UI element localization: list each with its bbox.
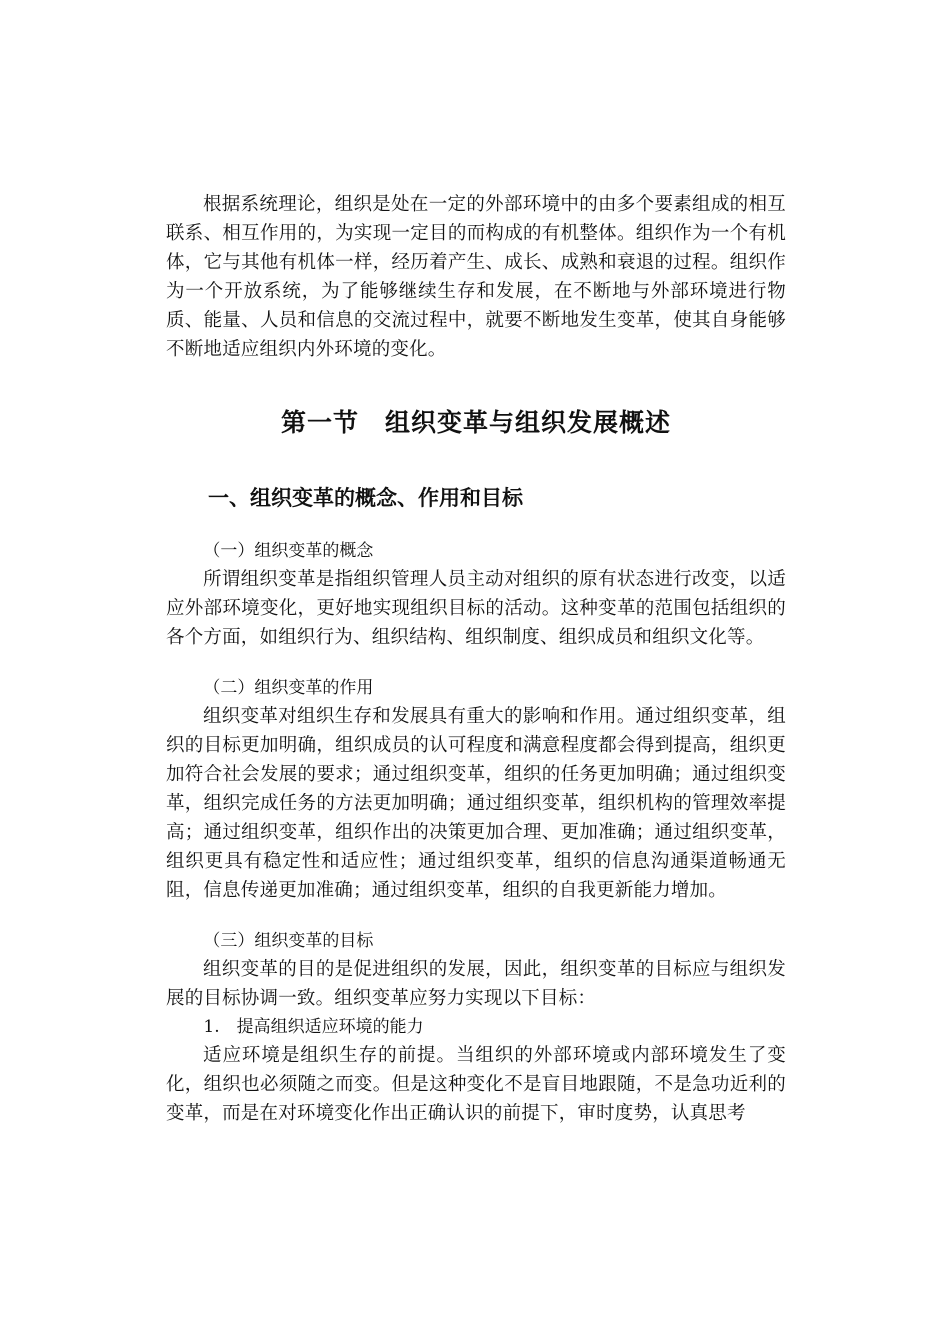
intro-paragraph: 根据系统理论，组织是处在一定的外部环境中的由多个要素组成的相互联系、相互作用的，为实现一定目的而构成的有机整体。组织作为一个有机体，它与其他有机体一样，经历着产生、成长、成熟和衰退的过程。组织作为一个开放系统，为了能够继续生存和发展，在不断地与外部环境进行物质、能量、人员和信息的交流过程中，就要不断地发生变革，使其自身能够不断地适应组织内外环境的变化。 <box>166 194 786 360</box>
document-page <box>166 190 786 1128</box>
point-goal <box>166 927 786 1128</box>
subsection-title: 一、组织变革的概念、作用和目标 <box>208 485 523 510</box>
point-body-goal: 组织变革的目的是促进组织的发展，因此，组织变革的目标应与组织发展的目标协调一致。组织变革应努力实现以下目标： <box>166 959 786 1009</box>
point-title-concept: （一）组织变革的概念 <box>203 541 374 561</box>
section-title: 第一节 组织变革与组织发展概述 <box>280 408 671 437</box>
point-title-goal: （三）组织变革的目标 <box>203 931 374 951</box>
point-title-function: （二）组织变革的作用 <box>203 678 374 698</box>
point-body-concept: 所谓组织变革是指组织管理人员主动对组织的原有状态进行改变，以适应外部环境变化，更好地实现组织目标的活动。这种变革的范围包括组织的各个方面，如组织行为、组织结构、组织制度、组织成员和组织文化等。 <box>166 569 786 648</box>
goal-item-title: 1. 提高组织适应环境的能力 <box>203 1017 424 1037</box>
goal-item-body: 适应环境是组织生存的前提。当组织的外部环境或内部环境发生了变化，组织也必须随之而变。但是这种变化不是盲目地跟随，不是急功近利的变革，而是在对环境变化作出正确认识的前提下，审时度势，认真思考 <box>166 1045 786 1124</box>
point-body-function: 组织变革对组织生存和发展具有重大的影响和作用。通过组织变革，组织的目标更加明确，组织成员的认可程度和满意程度都会得到提高，组织更加符合社会发展的要求；通过组织变革，组织的任务更加明确；通过组织变革，组织完成任务的方法更加明确；通过组织变革，组织机构的管理效率提高；通过组织变革，组织作出的决策更加合理、更加准确；通过组织变革，组织更具有稳定性和适应性；通过组织变革，组织的信息沟通渠道畅通无阻，信息传递更加准确；通过组织变革，组织的自我更新能力增加。 <box>166 706 786 901</box>
point-function <box>166 674 786 905</box>
point-concept <box>166 537 786 652</box>
